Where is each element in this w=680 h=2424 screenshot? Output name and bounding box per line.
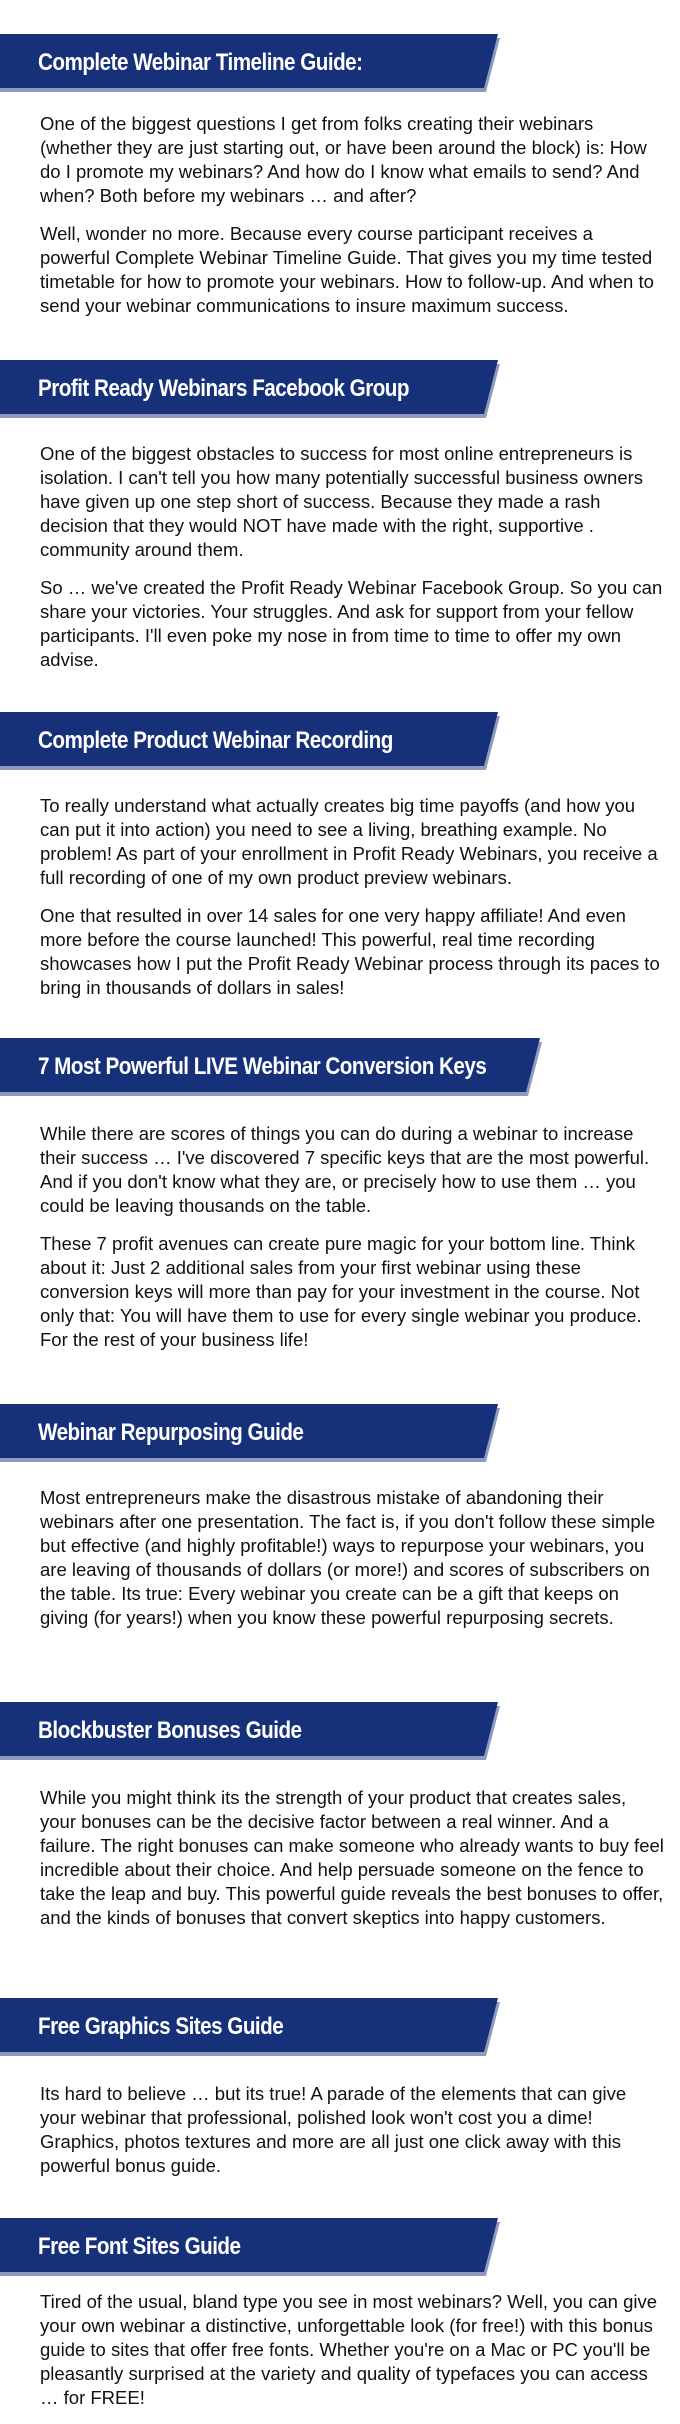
section-body (40, 1486, 665, 1644)
section-body (40, 112, 665, 332)
paragraph: These 7 profit avenues can create pure magic for your bottom line. Think about it: Just 2 additional sales from your first webinar using these conversion keys will more than pay for your investment in the course. Not only that: You will have them to use for every single webinar you produce. For the rest of your business life! (40, 1233, 642, 1350)
section-banner (0, 2218, 500, 2276)
section-banner (0, 1038, 542, 1096)
paragraph: Well, wonder no more. Because every course participant receives a powerful Complete Webinar Timeline Guide. That gives you my time tested timetable for how to promote your webinars. How to follow-up. And when to send your webinar communications to insure maximum success. (40, 223, 654, 316)
section-body (40, 2082, 665, 2192)
paragraph: To really understand what actually creates big time payoffs (and how you can put it into action) you need to see a living, breathing example. No problem! As part of your enrollment in Profit Ready Webinars, you receive a full recording of one of my own product preview webinars. (40, 795, 658, 888)
section-title: Free Font Sites Guide (38, 2233, 241, 2260)
section-title: 7 Most Powerful LIVE Webinar Conversion Keys (38, 1053, 487, 1080)
section-title: Free Graphics Sites Guide (38, 2013, 284, 2040)
section-body (40, 1122, 665, 1366)
section-body (40, 442, 665, 686)
section-banner (0, 1404, 500, 1462)
section-banner (0, 1702, 500, 1760)
paragraph: One of the biggest questions I get from folks creating their webinars (whether they are just starting out, or have been around the block) is: How do I promote my webinars? And how do I know what emails to send? And when? Both before my webinars … and after? (40, 113, 647, 206)
section-title: Complete Webinar Timeline Guide: (38, 49, 363, 76)
section-title: Complete Product Webinar Recording (38, 727, 393, 754)
paragraph: Most entrepreneurs make the disastrous mistake of abandoning their webinars after one presentation. The fact is, if you don't follow these simple but effective (and highly profitable!) ways to repurpose your webinars, you are leaving of thousands of dollars (or more!) and scores of subscribers on the table. Its true: Every webinar you create can be a gift that keeps on giving (for years!) when you know these powerful repurposing secrets. (40, 1487, 656, 1628)
paragraph: While there are scores of things you can do during a webinar to increase their success … I've discovered 7 specific keys that are the most powerful. And if you don't know what they are, or precisely how to use them … you could be leaving thousands on the table. (40, 1123, 650, 1216)
section-body (40, 2290, 665, 2424)
paragraph: One of the biggest obstacles to success for most online entrepreneurs is isolation. I can't tell you how many potentially successful business owners have given up one step short of success. Because they made a rash decision that they would NOT have made with the right, supportive . community around them. (40, 443, 644, 560)
paragraph: One that resulted in over 14 sales for one very happy affiliate! And even more before the course launched! This powerful, real time recording showcases how I put the Profit Ready Webinar process through its paces to bring in thousands of dollars in sales! (40, 905, 660, 998)
section-banner (0, 712, 500, 770)
paragraph: Its hard to believe … but its true! A parade of the elements that can give your webinar that professional, polished look won't cost you a dime! Graphics, photos textures and more are all just one click away with this powerful bonus guide. (40, 2083, 627, 2176)
section-body (40, 794, 665, 1014)
paragraph: Tired of the usual, bland type you see in most webinars? Well, you can give your own webinar a distinctive, unforgettable look (for free!) with this bonus guide to sites that offer free fonts. Whether you're on a Mac or PC you'll be pleasantly surprised at the variety and quality of typefaces you can access … for FREE! (40, 2291, 658, 2408)
section-title: Blockbuster Bonuses Guide (38, 1717, 302, 1744)
section-banner (0, 1998, 500, 2056)
paragraph: So … we've created the Profit Ready Webinar Facebook Group. So you can share your victories. Your struggles. And ask for support from your fellow participants. I'll even poke my nose in from time to time to offer my own advise. (40, 577, 663, 670)
paragraph: While you might think its the strength of your product that creates sales, your bonuses can be the decisive factor between a real winner. And a failure. The right bonuses can make someone who already wants to buy feel incredible about their choice. And help persuade someone on the fence to take the leap and buy. This powerful guide reveals the best bonuses to offer, and the kinds of bonuses that convert skeptics into happy customers. (40, 1787, 664, 1928)
section-banner (0, 360, 500, 418)
section-banner (0, 34, 500, 92)
section-title: Webinar Repurposing Guide (38, 1419, 304, 1446)
section-body (40, 1786, 665, 1944)
section-title: Profit Ready Webinars Facebook Group (38, 375, 409, 402)
